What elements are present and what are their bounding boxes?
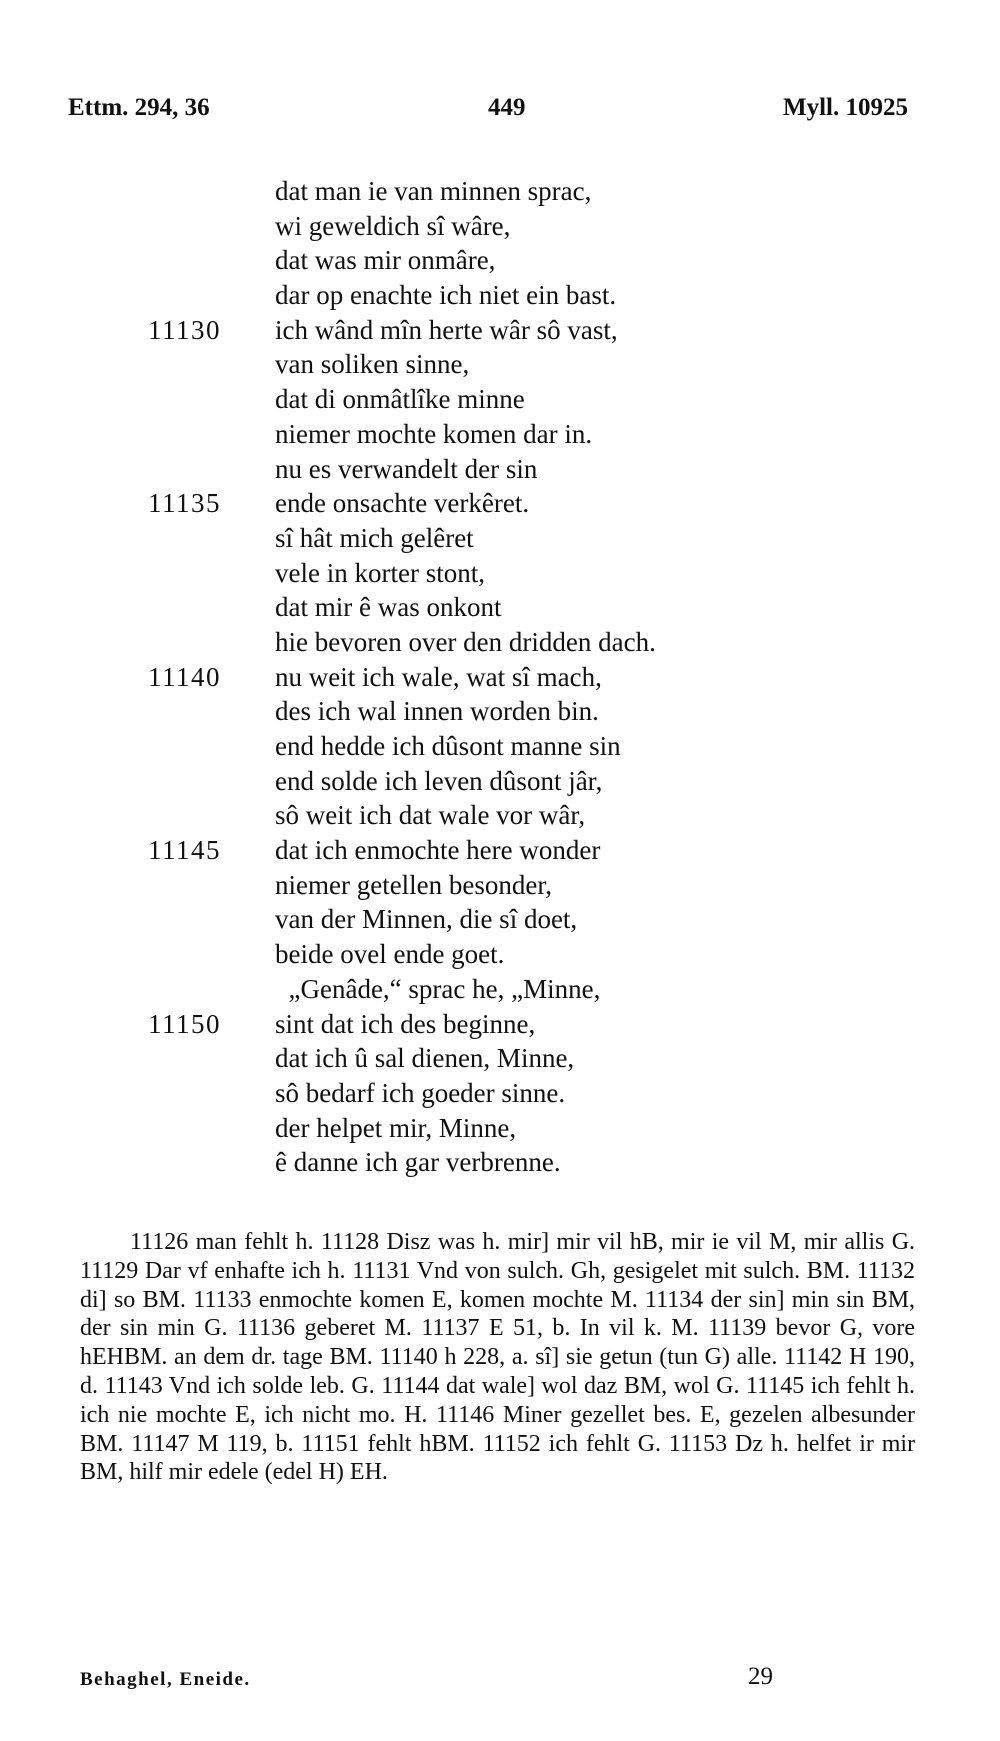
verse-line-text: end solde ich leven dûsont jâr, xyxy=(275,765,603,796)
verse-line xyxy=(0,1041,1000,1076)
apparatus-note-text: Disz was h. mir] mir vil hB, mir ie vil M, mir allis G. xyxy=(386,1229,916,1255)
verse-line-text: beide ovel ende goet. xyxy=(275,939,505,970)
apparatus-line-number: 11136 xyxy=(236,1315,296,1342)
apparatus-line-number: 11145 xyxy=(746,1372,805,1399)
verse-line xyxy=(0,694,1000,729)
verse-line-number: 11135 xyxy=(148,488,221,519)
apparatus-note-text: Dz h. helfet ir mir BM, hilf mir edele (edel H) EH. xyxy=(80,1430,916,1486)
verse-line-text: ende onsachte verkêret. xyxy=(275,488,530,519)
verse-line xyxy=(0,382,1000,417)
apparatus-note-text: Miner gezellet bes. E, gezelen albesunder BM. xyxy=(80,1401,916,1457)
verse-line xyxy=(0,556,1000,591)
verse-line-text: dat ich û sal dienen, Minne, xyxy=(275,1043,575,1074)
verse-line-text: sô bedarf ich goeder sinne. xyxy=(275,1077,566,1108)
verse-line xyxy=(0,764,1000,799)
verse-line-number: 11145 xyxy=(148,835,221,866)
apparatus-entry xyxy=(80,1258,346,1284)
apparatus-note-text: h 228, a. sî] sie getun (tun G) alle. xyxy=(444,1344,778,1371)
verse-line-text: end hedde ich dûsont manne sin xyxy=(275,731,621,761)
verse-line xyxy=(0,209,1000,244)
verse-line xyxy=(0,452,1000,487)
verse-line-text: sint dat ich des beginne, xyxy=(275,1008,536,1039)
apparatus-line-number: 11134 xyxy=(645,1286,704,1313)
verse-line-text: dat di onmâtlîke minne xyxy=(275,384,525,415)
verse-line xyxy=(0,347,1000,382)
verse-line-text: niemer getellen besonder, xyxy=(275,869,553,900)
verse-line xyxy=(0,243,1000,278)
apparatus-note-text: Vnd ich solde leb. G. xyxy=(168,1372,375,1399)
apparatus-note-text: M 119, b. xyxy=(197,1430,294,1457)
apparatus-line-number: 11146 xyxy=(436,1401,495,1428)
apparatus-note-text: dat wale] wol daz BM, wol G. xyxy=(445,1372,740,1399)
apparatus-note-text: man fehlt h. xyxy=(195,1229,314,1255)
apparatus-entry xyxy=(321,1229,915,1255)
apparatus-line-number: 11133 xyxy=(193,1286,252,1313)
verse-line xyxy=(0,278,1000,313)
verse-line xyxy=(0,521,1000,556)
apparatus-note-text: enmochte komen E, komen mochte M. xyxy=(258,1286,638,1313)
verse-line-text: dat was mir onmâre, xyxy=(275,245,496,276)
apparatus-entry xyxy=(301,1431,474,1457)
verse-line-text: wi geweldich sî wâre, xyxy=(275,210,511,241)
apparatus-note-text: H 190, d. xyxy=(80,1344,915,1399)
verse-line-text: vele in korter stont, xyxy=(275,557,485,588)
apparatus-entry xyxy=(237,1315,412,1341)
verse-line xyxy=(0,590,1000,625)
apparatus-line-number: 11140 xyxy=(379,1344,438,1371)
verse-line xyxy=(0,1145,1000,1180)
verse-line xyxy=(0,798,1000,833)
verse-line-text: der helpet mir, Minne, xyxy=(275,1112,517,1143)
apparatus-line-number: 11151 xyxy=(301,1430,360,1457)
verse-line-number: 11130 xyxy=(148,314,221,345)
apparatus-line-number: 11126 xyxy=(130,1229,189,1255)
signature-number: 29 xyxy=(748,1663,773,1690)
apparatus-note-text: di] so BM. xyxy=(80,1286,186,1313)
verse-text-block xyxy=(0,174,1000,1180)
apparatus-line-number: 11143 xyxy=(104,1372,163,1399)
apparatus-line-number: 11137 xyxy=(421,1315,480,1342)
verse-line-text: van der Minnen, die sî doet, xyxy=(275,904,578,935)
apparatus-entry xyxy=(105,1373,375,1399)
verse-line-text: ê danne ich gar verbrenne. xyxy=(275,1147,561,1178)
apparatus-line-number: 11152 xyxy=(482,1430,541,1457)
verse-line xyxy=(0,1076,1000,1111)
verse-line-text: ich wând mîn herte wâr sô vast, xyxy=(275,314,618,345)
verse-line xyxy=(0,660,1000,695)
apparatus-entry xyxy=(380,1344,778,1370)
verse-line xyxy=(0,833,1000,868)
verse-line-text: niemer mochte komen dar in. xyxy=(275,418,593,449)
apparatus-note-text: Vnd von sulch. Gh, gesigelet mit sulch. BM. xyxy=(416,1257,851,1284)
apparatus-entry xyxy=(130,1229,314,1255)
page-footer xyxy=(80,1663,780,1697)
verse-line-text: sî hât mich gelêret xyxy=(275,522,474,553)
apparatus-line-number: 11131 xyxy=(352,1257,411,1284)
verse-line xyxy=(0,902,1000,937)
apparatus-line-number: 11129 xyxy=(80,1257,139,1284)
apparatus-note-text: E 51, b. In vil k. M. xyxy=(488,1315,699,1342)
apparatus-note-text: ich fehlt h. ich nie mochte E, ich nicht mo. H. xyxy=(80,1372,916,1428)
apparatus-line-number: 11142 xyxy=(784,1344,843,1371)
verse-line-text: sô weit ich dat wale vor wâr, xyxy=(275,800,586,831)
verse-line xyxy=(0,972,1000,1007)
apparatus-note-text: geberet M. xyxy=(304,1315,412,1342)
verse-line-text: dar op enachte ich niet ein bast. xyxy=(275,280,617,311)
verse-line-text: van soliken sinne, xyxy=(275,349,470,380)
verse-line xyxy=(0,729,1000,764)
verse-line-text: dat mir ê was onkont xyxy=(275,592,502,623)
verse-line-text: des ich wal innen worden bin. xyxy=(275,696,599,727)
apparatus-entry xyxy=(483,1431,661,1457)
verse-line xyxy=(0,486,1000,521)
verse-line xyxy=(0,417,1000,452)
verse-line-text: „Genâde,“ sprac he, „Minne, xyxy=(275,973,601,1004)
apparatus-line-number: 11144 xyxy=(381,1372,440,1399)
verse-line xyxy=(0,313,1000,348)
apparatus-entry xyxy=(381,1373,739,1399)
apparatus-line-number: 11132 xyxy=(856,1257,916,1284)
apparatus-entry xyxy=(131,1431,293,1457)
verse-line xyxy=(0,625,1000,660)
apparatus-note-text: Dar vf enhafte ich h. xyxy=(144,1257,346,1284)
verse-line-text: nu es verwandelt der sin xyxy=(275,453,538,484)
apparatus-entry xyxy=(421,1315,698,1341)
apparatus-note-text: bevor G, vore hEHBM. an dem dr. tage BM. xyxy=(80,1315,916,1371)
page-number: 449 xyxy=(488,94,526,121)
verse-line xyxy=(0,937,1000,972)
apparatus-note-text: fehlt hBM. xyxy=(367,1430,475,1457)
header-right-reference: Myll. 10925 xyxy=(783,94,908,121)
verse-line-number: 11150 xyxy=(148,1008,221,1039)
verse-line xyxy=(0,1111,1000,1146)
apparatus-note-text: der sin] min sin BM, der sin min G. xyxy=(80,1286,916,1342)
verse-line xyxy=(0,868,1000,903)
verse-line xyxy=(0,174,1000,209)
verse-line xyxy=(0,1007,1000,1042)
verse-line-text: dat ich enmochte here wonder xyxy=(275,835,601,866)
apparatus-entry xyxy=(193,1287,638,1313)
header-left-reference: Ettm. 294, 36 xyxy=(68,94,210,121)
verse-line-text: nu weit ich wale, wat sî mach, xyxy=(275,661,602,692)
verse-line-text: hie bevoren over den dridden dach. xyxy=(275,626,656,657)
apparatus-line-number: 11147 xyxy=(131,1430,190,1457)
verse-line-number: 11140 xyxy=(148,661,221,692)
verse-line-text: dat man ie van minnen sprac, xyxy=(275,176,592,206)
apparatus-entry xyxy=(352,1258,850,1284)
signature-line: Behaghel, Eneide. xyxy=(80,1669,251,1690)
running-header xyxy=(68,94,908,130)
apparatus-note-text: ich fehlt G. xyxy=(548,1430,662,1457)
critical-apparatus xyxy=(80,1228,915,1487)
apparatus-line-number: 11153 xyxy=(668,1430,728,1457)
apparatus-line-number: 11139 xyxy=(708,1315,767,1342)
apparatus-line-number: 11128 xyxy=(320,1229,380,1255)
